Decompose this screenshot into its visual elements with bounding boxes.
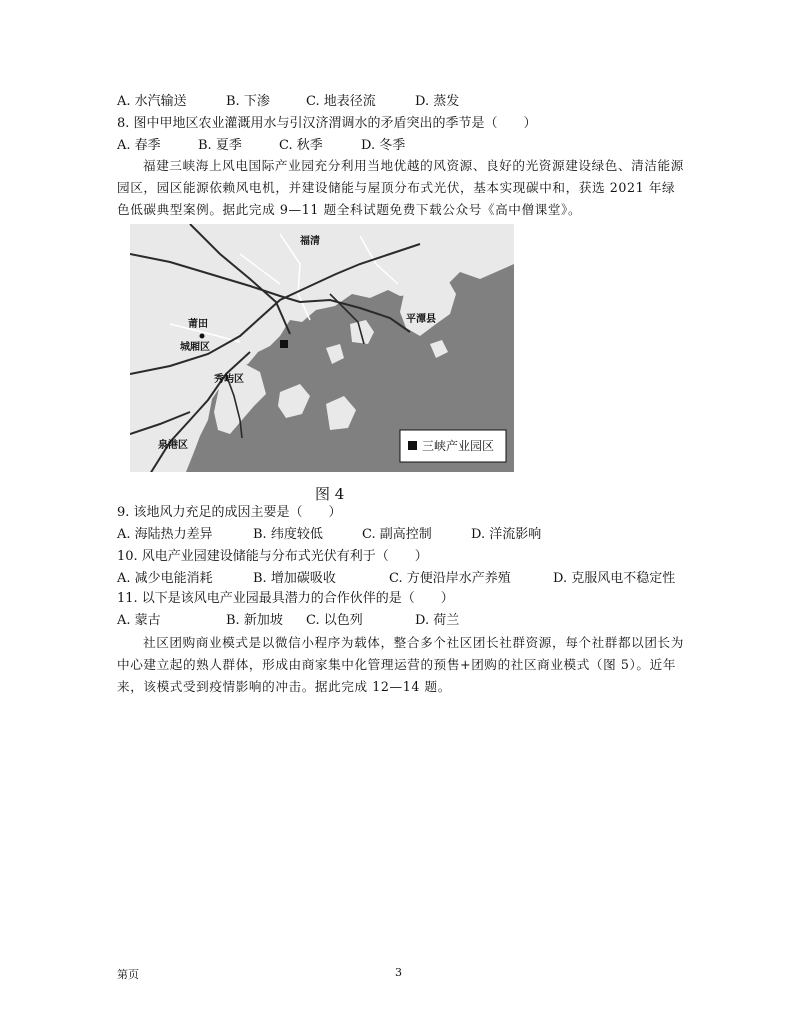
q9-option-c: C. 副高控制	[362, 527, 432, 542]
passage-community-group-buying: 社区团购商业模式是以微信小程序为载体，整合多个社区团长社群资源，每个社群都以团长为中心建立起的熟人群体，形成由商家集中化管理运营的预售+团购的社区商业模式（图 5）。近年来，该模式受到疫情影响的冲击。据此完成 12—14 题。	[117, 635, 684, 694]
q9-option-b: B. 纬度较低	[253, 527, 323, 542]
q11-option-c: C. 以色列	[306, 613, 363, 628]
label-xiuyu: 秀屿区	[214, 374, 244, 385]
q11-option-b: B. 新加坡	[226, 613, 283, 628]
q9-option-a: A. 海陆热力差异	[117, 527, 213, 542]
page-number: 3	[395, 966, 402, 979]
label-pingtan: 平潭县	[406, 314, 436, 325]
legend-swatch	[408, 441, 417, 450]
label-quangang: 泉港区	[158, 440, 188, 451]
q8-option-d: D. 冬季	[361, 138, 406, 153]
q10-option-b: B. 增加碳吸收	[253, 571, 336, 586]
q9-option-d: D. 洋流影响	[471, 527, 542, 542]
q8-stem: 8. 图中甲地区农业灌溉用水与引汉济渭调水的矛盾突出的季节是（ ）	[117, 116, 537, 131]
q8-option-c: C. 秋季	[279, 138, 323, 153]
q11-stem: 11. 以下是该风电产业园最具潜力的合作伙伴的是（ ）	[117, 591, 454, 606]
map-legend	[400, 430, 506, 462]
q11-option-a: A. 蒙古	[117, 613, 161, 628]
map-figure	[130, 224, 514, 472]
label-putian: 莆田	[188, 319, 208, 330]
q9-stem: 9. 该地风力充足的成因主要是（ ）	[117, 505, 342, 520]
q10-option-a: A. 减少电能消耗	[117, 571, 213, 586]
q7-option-a: A. 水汽输送	[117, 94, 187, 109]
label-fuqing: 福清	[300, 236, 320, 247]
park-marker	[280, 340, 288, 348]
footer-left-label: 第页	[117, 968, 139, 981]
q10-stem: 10. 风电产业园建设储能与分布式光伏有利于（ ）	[117, 549, 428, 564]
q7-option-c: C. 地表径流	[306, 94, 376, 109]
figure-caption: 图 4	[315, 485, 345, 503]
q10-option-c: C. 方便沿岸水产养殖	[389, 571, 511, 586]
label-chengxiang: 城厢区	[180, 342, 210, 353]
q10-option-d: D. 克服风电不稳定性	[553, 571, 676, 586]
q11-option-d: D. 荷兰	[415, 613, 460, 628]
q8-option-b: B. 夏季	[198, 138, 242, 153]
legend-label: 三峡产业园区	[422, 439, 495, 453]
putian-dot	[200, 334, 205, 339]
q8-option-a: A. 春季	[117, 138, 161, 153]
q7-option-d: D. 蒸发	[415, 94, 460, 109]
q7-option-b: B. 下渗	[226, 94, 270, 109]
passage-wind-park: 福建三峡海上风电国际产业园充分利用当地优越的风资源、良好的光资源建设绿色、清洁能源园区，园区能源依赖风电机，并建设储能与屋顶分布式光伏，基本实现碳中和，获选 2021 年绿色低碳典型案例。据此完成 9—11 题全科试题免费下载公众号《高中僧课堂》。	[117, 158, 684, 217]
